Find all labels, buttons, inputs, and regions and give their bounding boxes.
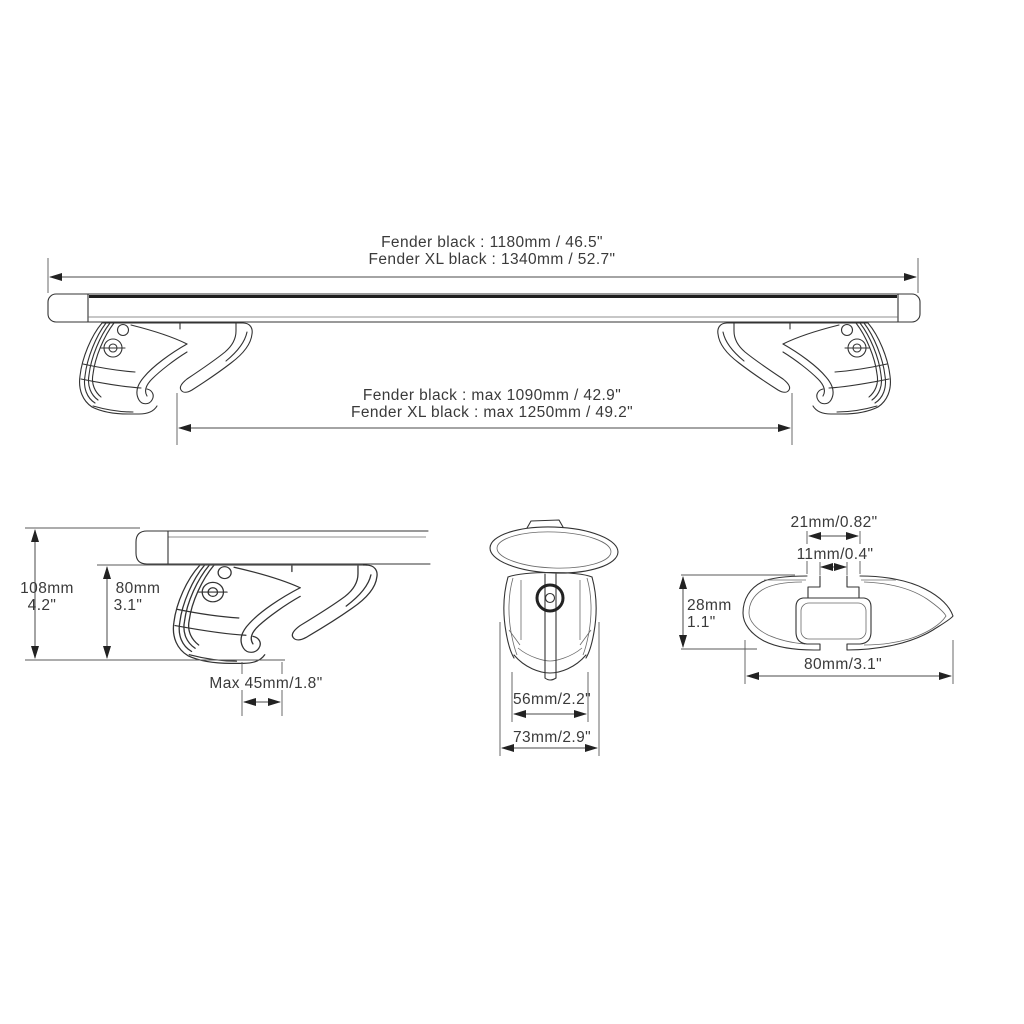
cross-section-view <box>681 514 953 684</box>
label-bar-length-fender-xl: Fender XL black : 1340mm / 52.7" <box>368 251 616 268</box>
label-foot-width-inner: 56mm/2.2" <box>512 691 592 708</box>
label-slot-width-inner: 21mm/0.82" <box>790 514 878 531</box>
label-bar-width: 80mm/3.1" <box>803 656 883 673</box>
foot-clamp-front-view <box>504 573 596 681</box>
label-clearance-height-mm: 80mm <box>115 580 161 597</box>
label-foot-spread-fender: Fender black : max 1090mm / 42.9" <box>362 387 622 404</box>
label-grip-range: Max 45mm/1.8" <box>209 675 323 692</box>
label-slot-width-opening: 11mm/0.4" <box>796 546 874 563</box>
top-view <box>48 234 920 445</box>
label-foot-spread-fender-xl: Fender XL black : max 1250mm / 49.2" <box>350 404 634 421</box>
label-bar-height-in: 1.1" <box>687 614 716 631</box>
label-total-height-in: 4.2" <box>27 597 57 614</box>
crossbar-cross-section <box>743 576 953 650</box>
front-view <box>489 520 619 756</box>
label-bar-height-mm: 28mm <box>687 597 732 614</box>
crossbar-top-view <box>48 294 920 322</box>
label-foot-width-outer: 73mm/2.9" <box>512 729 592 746</box>
crossbar-side-view <box>136 531 430 564</box>
foot-clamp-left-top-view <box>80 323 253 414</box>
foot-clamp-right-top-view <box>718 323 891 414</box>
foot-clamp-side-view <box>173 565 377 663</box>
dim-slot-width-opening <box>820 562 847 575</box>
crossbar-end-oval <box>489 520 619 575</box>
label-total-height-mm: 108mm <box>20 580 74 597</box>
label-clearance-height-in: 3.1" <box>113 597 143 614</box>
label-bar-length-fender: Fender black : 1180mm / 46.5" <box>381 234 603 251</box>
side-view <box>20 528 430 716</box>
